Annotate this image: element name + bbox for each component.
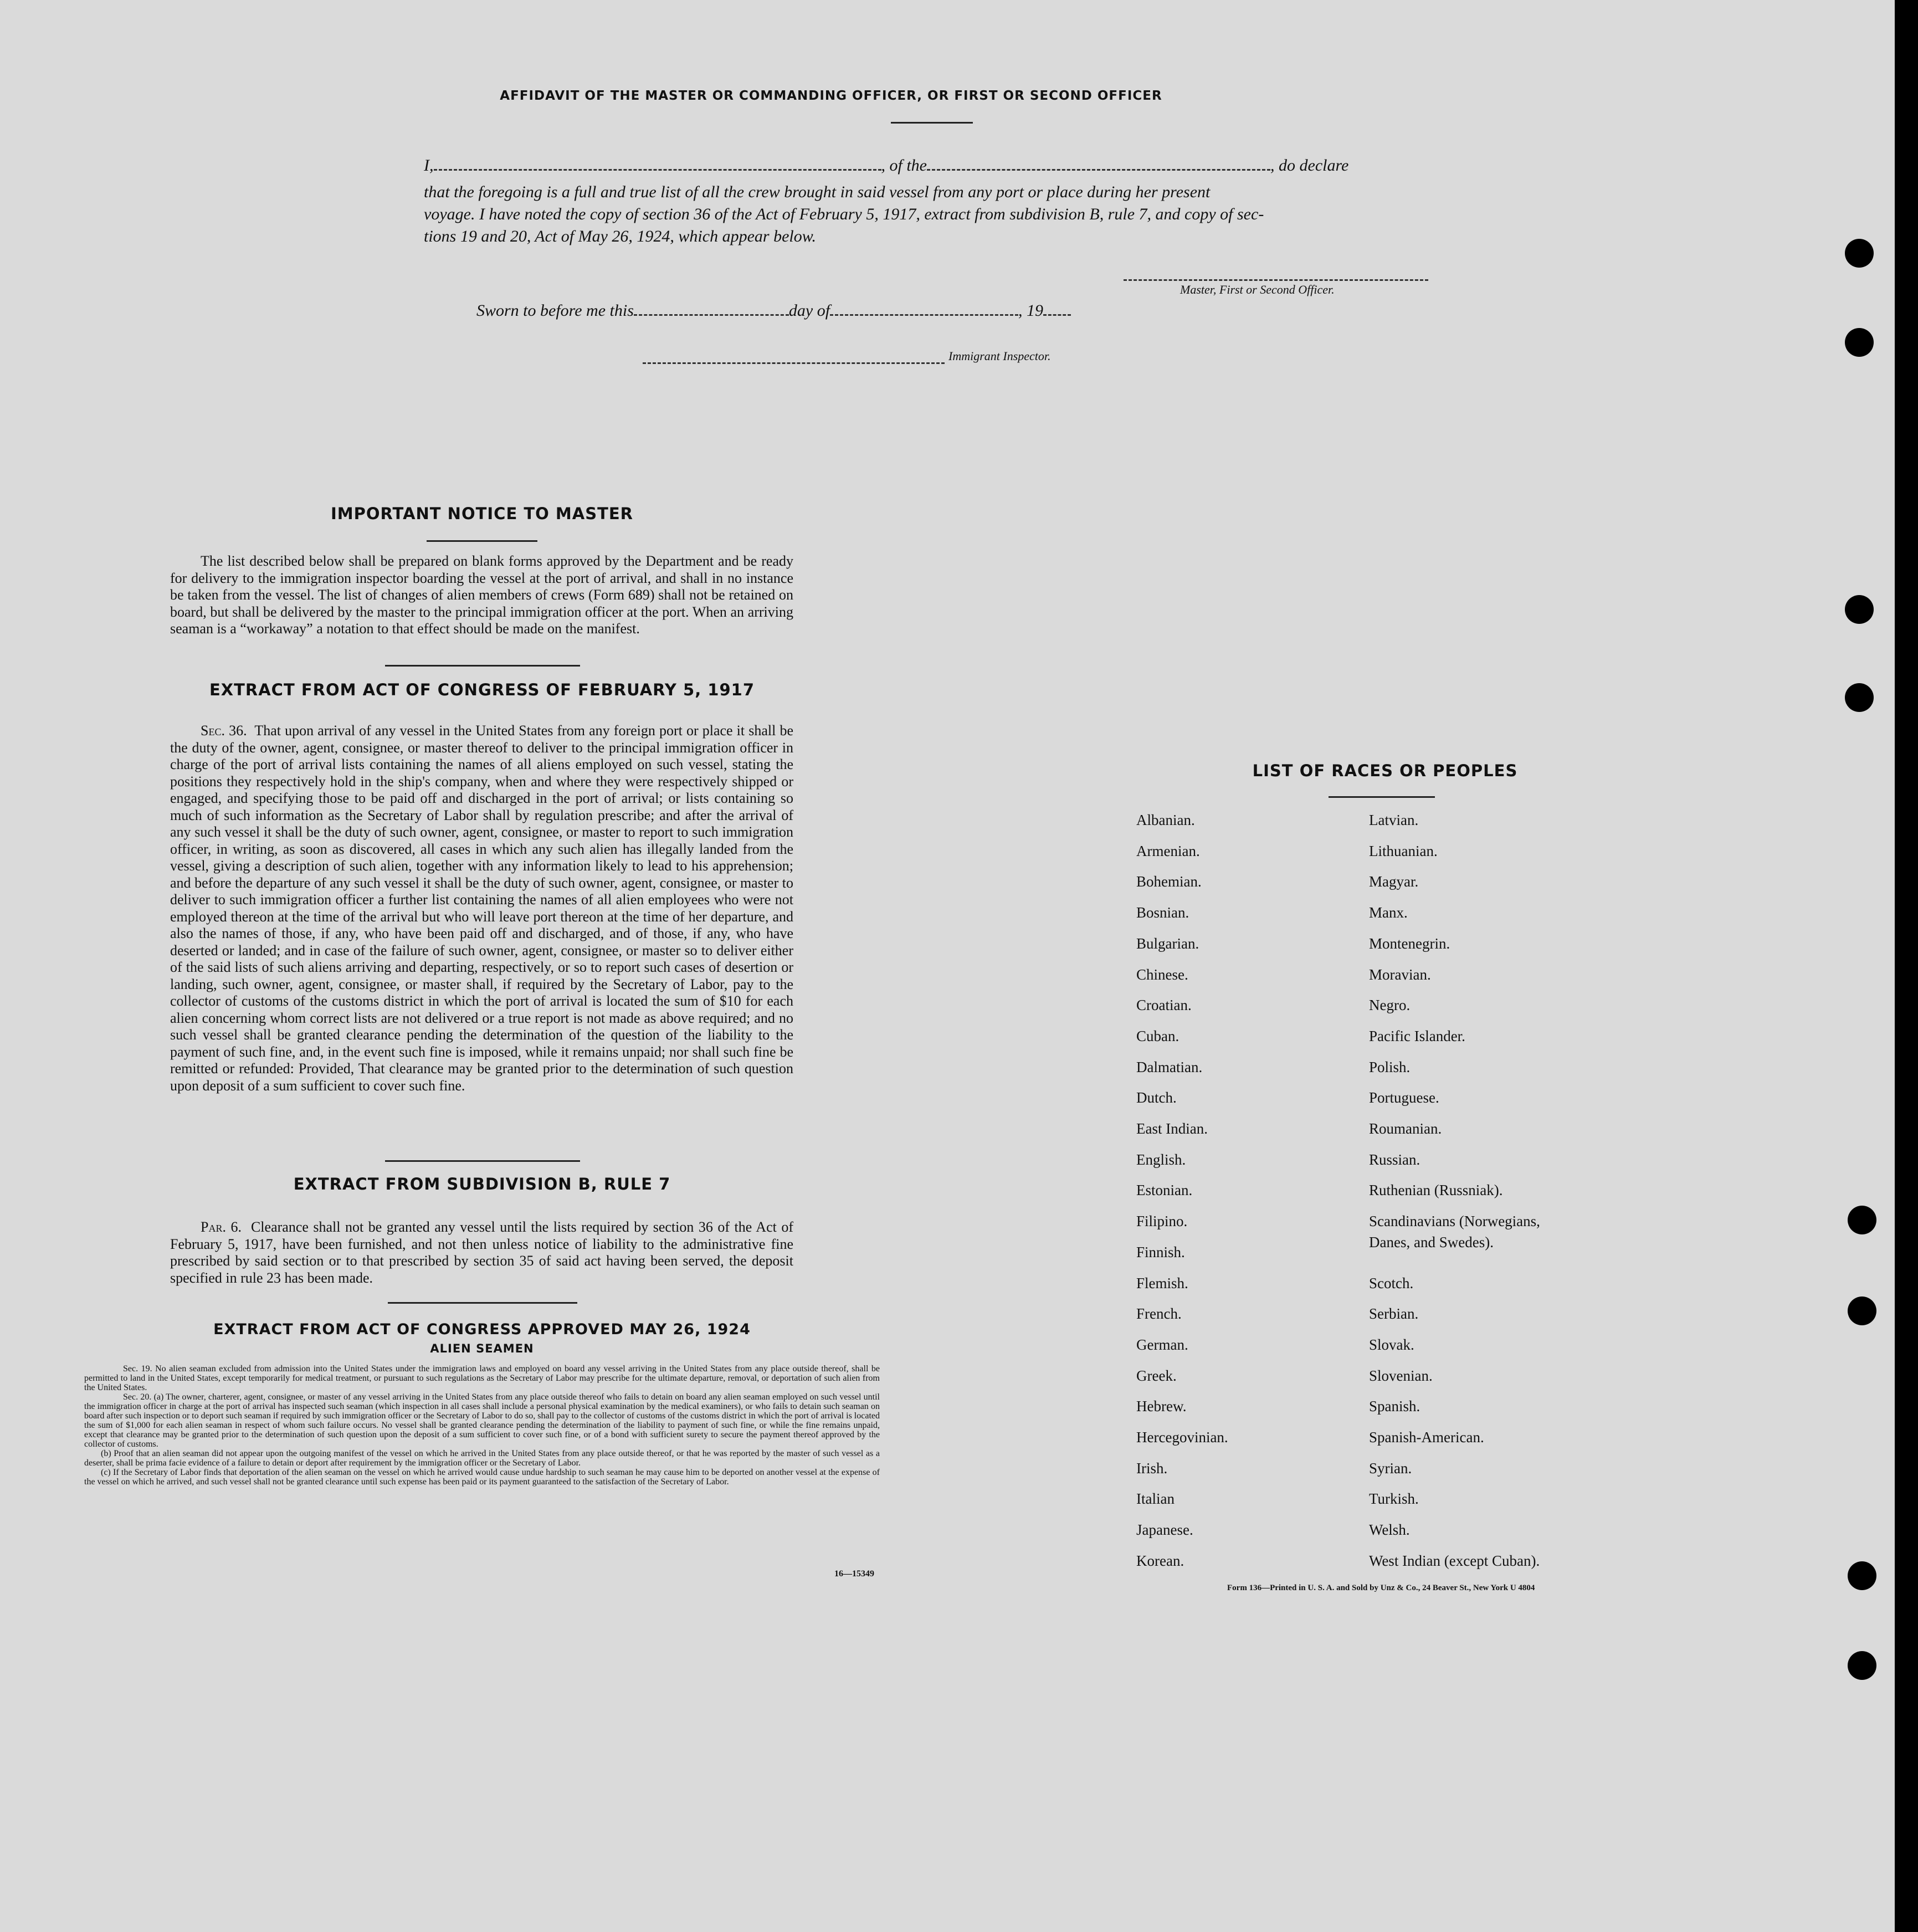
punch-hole [1845,239,1874,268]
notice-text: The list described below shall be prepared on blank forms approved by the Department and be ready for delivery to the immigration inspector boarding the vessel at the port of arrival, and shall in no instance be taken from the vessel. The list of changes of alien members of crews (Form 689) shall not be retained on board, but shall be delivered by the master to the principal immigration officer at the port. When an arriving seaman is a “workaway” a notation to that effect should be made on the manifest. [170,553,793,637]
inspector-caption: Immigrant Inspector. [948,349,1051,363]
extract-1924-title: EXTRACT FROM ACT OF CONGRESS APPROVED MAY 26, 1924 [213,1321,751,1338]
par-6-body: Clearance shall not be granted any vessel until the lists required by section 36 of the Act of February 5, 1917, have been furnished, and not then unless notice of liability to the administrative fine prescribed by said section or to that prescribed by section 35 of said act having been served, the deposit specified in rule 23 has been made. [170,1219,794,1286]
race-item: Magyar. [1369,873,1419,890]
race-item: Welsh. [1369,1521,1410,1538]
race-item: Italian [1136,1490,1175,1507]
sec-19-text: Sec. 19. No alien seaman excluded from admission into the United States under the immigration laws and employed on board any vessel arriving in the United States from any place outside thereof, shall be permitted to land in the United States, except temporarily for medical treatment, or pursuant to such regulations as the Secretary of Labor may prescribe for the ultimate departure, removal, or deportation of such alien from the United States. [84,1364,880,1392]
declaration-line-3: voyage. I have noted the copy of section 36 of the Act of February 5, 1917, extract from subdivision B, rule 7, and copy of sec- [424,205,1264,223]
race-item: Lithuanian. [1369,843,1438,859]
race-item: Syrian. [1369,1460,1412,1477]
rule-7-title: EXTRACT FROM SUBDIVISION B, RULE 7 [293,1175,671,1193]
of-the-label: , of the [881,156,927,175]
notice-divider [385,665,580,667]
race-item: Russian. [1369,1151,1420,1168]
race-item: Korean. [1136,1552,1184,1569]
alien-seamen-subtitle: ALIEN SEAMEN [430,1342,534,1355]
year-label: , 19 [1018,301,1044,320]
declaration-line-4: tions 19 and 20, Act of May 26, 1924, which appear below. [424,227,817,245]
race-item: Scotch. [1369,1275,1414,1292]
race-item: Croatian. [1136,997,1192,1013]
race-item: Portuguese. [1369,1089,1439,1106]
race-item: Bosnian. [1136,904,1189,921]
extract-1924-text [84,1364,880,1487]
title-underline [891,122,973,124]
sworn-label: Sworn to before me this [476,301,634,320]
sec-36-label: Sec. 36. [201,722,247,739]
race-item: Estonian. [1136,1182,1193,1198]
race-item: Slovak. [1369,1336,1414,1353]
race-item: Hebrew. [1136,1398,1187,1415]
year-blank[interactable] [1043,302,1071,316]
declaration-line-2: that the foregoing is a full and true list of all the crew brought in said vessel from any port or place during her present [424,183,1211,201]
race-item: Dalmatian. [1136,1059,1203,1075]
race-item: Pacific Islander. [1369,1028,1465,1044]
printer-line: Form 136—Printed in U. S. A. and Sold by Unz & Co., 24 Beaver St., New York U 4804 [1227,1583,1535,1592]
punch-hole [1848,1561,1876,1590]
month-blank[interactable] [830,302,1018,316]
races-title: LIST OF RACES OR PEOPLES [1252,761,1518,780]
extract-1917-title: EXTRACT FROM ACT OF CONGRESS OF FEBRUARY 5, 1917 [209,680,755,699]
race-item: Manx. [1369,904,1408,921]
punch-hole [1848,1296,1876,1325]
i-label: I, [424,156,434,175]
race-item: Serbian. [1369,1305,1419,1322]
race-item: Albanian. [1136,812,1195,828]
race-item: Spanish. [1369,1398,1420,1415]
race-item: Hercegovinian. [1136,1429,1228,1446]
race-item: Filipino. [1136,1213,1188,1229]
sec-20b-text: (b) Proof that an alien seaman did not appear upon the outgoing manifest of the vessel on which he arrived in the United States from any place outside thereof, or that he was reported by the master of such vessel as a deserter, shall be prima facie evidence of a failure to detain or deport after requirement by the immigration officer or the Secretary of Labor. [84,1449,880,1468]
form-number: 16—15349 [834,1569,874,1579]
par-6-label: Par. 6. [201,1219,242,1235]
race-item: West Indian (except Cuban). [1369,1552,1540,1569]
race-item: Roumanian. [1369,1120,1442,1137]
race-item: French. [1136,1305,1182,1322]
race-item: East Indian. [1136,1120,1208,1137]
punch-hole [1845,595,1874,624]
race-item: Slovenian. [1369,1367,1433,1384]
race-item: Irish. [1136,1460,1168,1477]
race-item: Scandinavians (Norwegians, [1369,1213,1540,1229]
punch-hole [1845,683,1874,712]
inspector-signature-blank[interactable] [643,350,945,364]
sworn-line [476,301,1071,320]
master-signature-blank[interactable] [1124,267,1428,281]
day-of-label: day of [788,301,830,320]
sec-20a-text: Sec. 20. (a) The owner, charterer, agent, consignee, or master of any vessel arriving in the United States from any place outside thereof who fails to detain on board any alien seaman employed on such vessel until the immigration officer in charge at the port of arrival has inspected such seaman (which inspection in all cases shall include a personal physical examination by the medical examiners), or who fails to detain such seaman on board after such inspection or to deport such seaman if required by such immigration officer or the Secretary of Labor to do so, shall pay to the collector of customs of the customs district in which the port of arrival is located the sum of $1,000 for each alien seaman in respect of whom such failure occurs. No vessel shall be granted clearance pending the determination of the liability to payment of such fine, or while the fine remains unpaid, except that clearance may be granted prior to the determination of such question upon the deposit of a sum sufficient to cover such fine, or of a bond with sufficient surety to secure the payment thereof approved by the collector of customs. [84,1392,880,1449]
notice-title: IMPORTANT NOTICE TO MASTER [330,504,634,523]
race-item: English. [1136,1151,1186,1168]
race-item: Chinese. [1136,966,1188,983]
name-blank[interactable] [434,157,881,171]
notice-underline [427,540,537,542]
affidavit-declaration [424,153,1460,245]
race-item: Moravian. [1369,966,1431,983]
punch-hole [1845,328,1874,357]
race-item: Greek. [1136,1367,1177,1384]
race-item: Dutch. [1136,1089,1177,1106]
race-item: Bulgarian. [1136,935,1199,952]
punch-hole [1848,1651,1876,1680]
do-declare-label: , do declare [1270,156,1349,175]
race-item: Finnish. [1136,1244,1185,1260]
rule-7-divider [388,1302,577,1304]
sec-36-body: That upon arrival of any vessel in the United States from any foreign port or place it shall be the duty of the owner, agent, consignee, or master thereof to deliver to the principal immigration officer in charge of the port of arrival lists containing the names of all aliens employed on such vessel, stating the positions they respectively hold in the ship's company, when and where they were respectively shipped or engaged, and specifying those to be paid off and discharged in the port of arrival; or lists containing so much of such information as the Secretary of Labor shall by regulation prescribe; and after the arrival of any such vessel it shall be the duty of such owner, agent, consignee, or master to report to such immigration officer, in writing, as soon as discovered, all cases in which any such alien has illegally landed from the vessel, giving a description of such alien, together with any information likely to lead to his apprehension; and before the departure of any such vessel it shall be the duty of such owner, agent, consignee, or master to deliver to such immigration officer a further list containing the names of all alien employees who were not employed thereon at the time of the arrival but who will leave port thereon at the time of her departure, and also the names of those, if any, who have been paid off and discharged, and of those, if any, who have deserted or landed; and in case of the failure of such owner, agent, consignee, or master so to deliver either of the said lists of such aliens arriving and departing, respectively, or so to report such cases of desertion or landing, such owner, agent, consignee, or master shall, if required by the Secretary of Labor, pay to the collector of customs of the customs district in which the port of arrival is located the sum of $10 for each alien concerning whom correct lists are not delivered or a true report is not made as above required; and no such vessel shall be granted clearance pending the determination of the question of the liability to the payment of such fine, and, in the event such fine is imposed, while it remains unpaid; nor shall such fine be remitted or refunded: Provided, That clearance may be granted prior to the determination of such question upon deposit of a sum sufficient to cover such fine. [170,722,793,1094]
race-item: Negro. [1369,997,1411,1013]
extract-1917-divider [385,1160,580,1162]
race-item: Japanese. [1136,1521,1193,1538]
race-item: Armenian. [1136,843,1200,859]
punch-hole [1848,1206,1876,1234]
race-item: Spanish-American. [1369,1429,1484,1446]
race-item: Cuban. [1136,1028,1179,1044]
race-item: Flemish. [1136,1275,1188,1292]
day-blank[interactable] [634,302,789,316]
race-item: Bohemian. [1136,873,1202,890]
races-right-continuation: Danes, and Swedes). [1369,1234,1494,1251]
vessel-blank[interactable] [927,157,1270,171]
rule-7-text [170,1219,793,1287]
sec-20c-text: (c) If the Secretary of Labor finds that deportation of the alien seaman on the vessel on which he arrived would cause undue hardship to such seaman he may cause him to be deported on another vessel at the expense of the vessel on which he arrived, and such vessel shall not be granted clearance until such expense has been paid or its payment guaranteed to the satisfaction of the Secretary of Labor. [84,1468,880,1487]
race-item: Polish. [1369,1059,1411,1075]
extract-1917-text [170,722,793,1094]
race-item: Ruthenian (Russniak). [1369,1182,1503,1198]
race-item: German. [1136,1336,1188,1353]
master-signature-caption: Master, First or Second Officer. [1180,283,1335,296]
race-item: Montenegrin. [1369,935,1450,952]
races-underline [1329,796,1435,798]
race-item: Latvian. [1369,812,1419,828]
affidavit-title: AFFIDAVIT OF THE MASTER OR COMMANDING OFFICER, OR FIRST OR SECOND OFFICER [500,89,1162,103]
race-item: Turkish. [1369,1490,1419,1507]
